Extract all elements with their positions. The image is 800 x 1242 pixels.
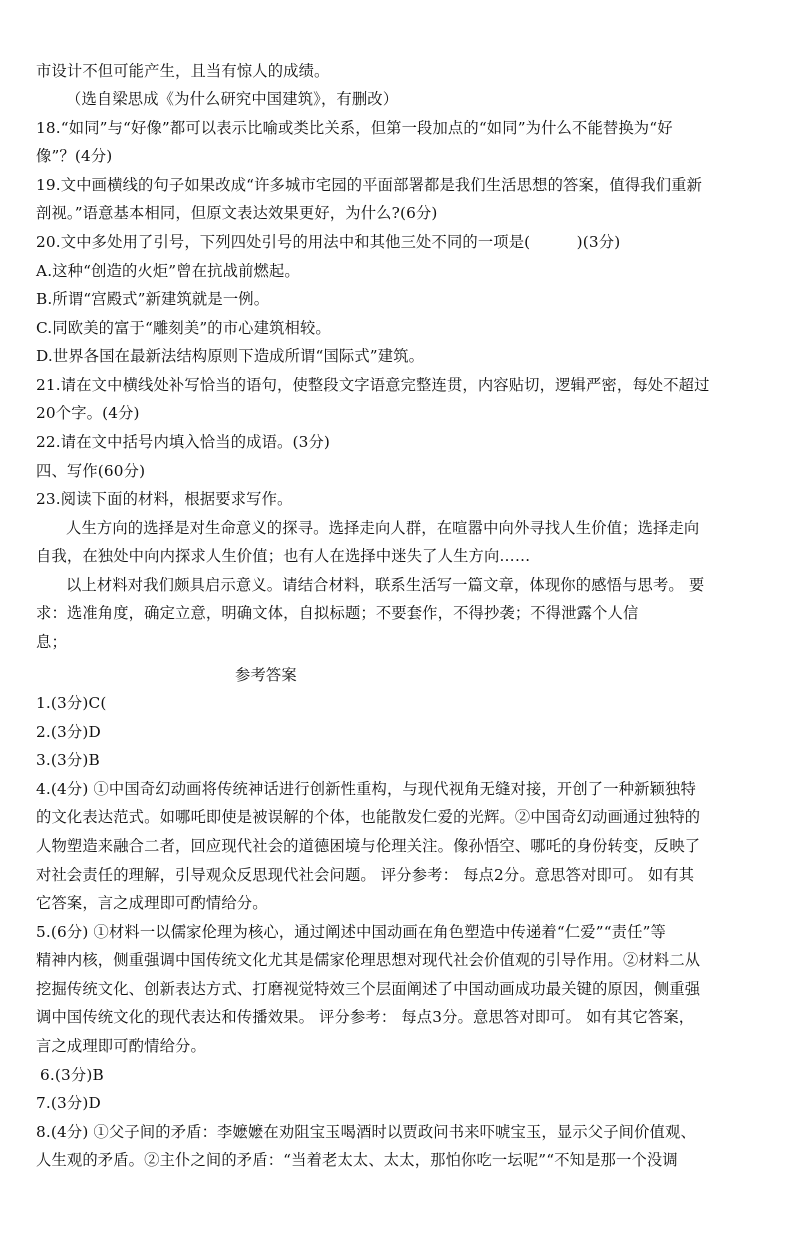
text-line: 人物塑造来融合二者，回应现代社会的道德困境与伦理关注。像孙悟空、哪吒的身份转变，反映了 [36,837,701,855]
section-heading-writing: 四、写作(60分) [36,462,146,480]
text-line: 精神内核，侧重强调中国传统文化尤其是儒家伦理思想对现代社会价值观的引导作用。②材料二从 [36,951,701,969]
text-line: 挖掘传统文化、创新表达方式、打磨视觉特效三个层面阐述了中国动画成功最关键的原因，侧重强 [36,980,701,998]
text-line: 求：选准角度，确定立意，明确文体，自拟标题；不要套作，不得抄袭；不得泄露个人信 [36,604,639,622]
answer-2: 2.(3分)D [36,723,101,741]
question-22: 22.请在文中括号内填入恰当的成语。(3分) [36,433,331,451]
requirement-paragraph: 以上材料对我们颇具启示意义。请结合材料，联系生活写一篇文章，体现你的感悟与思考。 要 [66,576,705,594]
answer-6: 6.(3分)B [40,1066,104,1084]
text-line: 的文化表达范式。如哪吒即使是被误解的个体，也能散发仁爱的光辉。②中国奇幻动画通过独特的 [36,808,701,826]
text-line: 市设计不但可能产生，且当有惊人的成绩。 [36,62,330,80]
material-paragraph: 人生方向的选择是对生命意义的探寻。选择走向人群，在喧嚣中向外寻找人生价值；选择走向 [66,519,700,537]
text-line: 调中国传统文化的现代表达和传播效果。 评分参考： 每点3分。意思答对即可。 如有其它答案， [36,1008,695,1026]
answer-4: 4.(4分) ①中国奇幻动画将传统神话进行创新性重构，与现代视角无缝对接，开创了一种新颖独特 [36,780,696,798]
answer-key-heading: 参考答案 [235,666,297,684]
text-line: 言之成理即可酌情给分。 [36,1037,206,1055]
text-line: 像”？(4分) [36,147,113,165]
question-19: 19.文中画横线的句子如果改成“许多城市宅园的平面部署都是我们生活思想的答案，值得我们重新 [36,176,703,194]
question-21: 21.请在文中横线处补写恰当的语句，使整段文字语意完整连贯，内容贴切，逻辑严密，每处不超过 [36,376,710,394]
text-line: 20个字。(4分) [36,404,140,422]
answer-8: 8.(4分) ①父子间的矛盾：李嬷嬷在劝阻宝玉喝酒时以贾政问书来吓唬宝玉，显示父子间价值观、 [36,1123,696,1141]
text-line: 自我，在独处中向内探求人生价值；也有人在选择中迷失了人生方向…… [36,547,531,565]
answer-1: 1.(3分)C( [36,694,107,712]
text-line: 息； [36,633,67,651]
answer-7: 7.(3分)D [36,1094,101,1112]
answer-5: 5.(6分) ①材料一以儒家伦理为核心，通过阐述中国动画在角色塑造中传递着“仁爱”“责任”等 [36,923,666,941]
text-line: 剖视。”语意基本相同，但原文表达效果更好，为什么?(6分) [36,204,438,222]
question-23: 23.阅读下面的材料，根据要求写作。 [36,490,293,508]
question-20: 20.文中多处用了引号，下列四处引号的用法中和其他三处不同的一项是( )(3分) [36,233,621,251]
option-d: D.世界各国在最新法结构原则下造成所谓“国际式”建筑。 [36,347,425,365]
question-18: 18.“如同”与“好像”都可以表示比喻或类比关系，但第一段加点的“如同”为什么不能替换为“好 [36,119,673,137]
option-b: B.所谓“宫殿式”新建筑就是一例。 [36,290,270,308]
answer-3: 3.(3分)B [36,751,100,769]
text-line: 人生观的矛盾。②主仆之间的矛盾：“当着老太太、太太，那怕你吃一坛呢”“不知是那一个没调 [36,1151,678,1169]
text-line: 它答案，言之成理即可酌情给分。 [36,894,268,912]
source-citation: （选自梁思成《为什么研究中国建筑》，有删改） [66,90,399,108]
option-c: C.同欧美的富于“雕刻美”的市心建筑相较。 [36,319,331,337]
text-line: 对社会责任的理解，引导观众反思现代社会问题。 评分参考： 每点2分。意思答对即可。 如有其 [36,866,695,884]
option-a: A.这种“创造的火炬”曾在抗战前燃起。 [36,262,300,280]
